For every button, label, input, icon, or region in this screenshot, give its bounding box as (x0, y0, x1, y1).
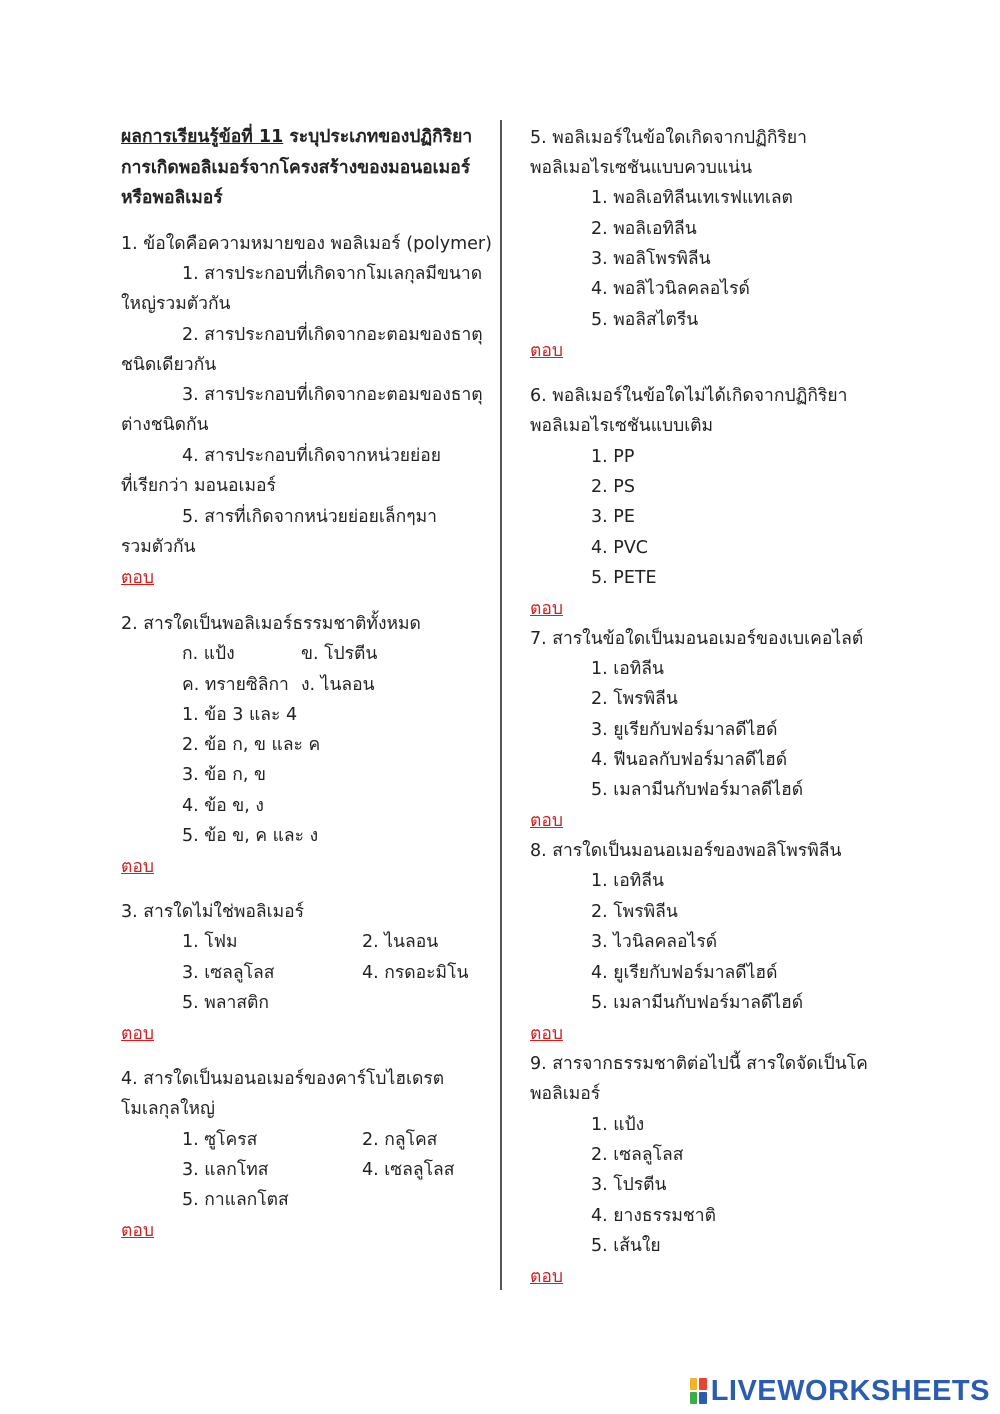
q7-option-4: 4. ฟีนอลกับฟอร์มาลดีไฮด์ (591, 750, 788, 770)
q5-option-5: 5. พอลิสไตรีน (591, 310, 699, 330)
q3-option-2: 2. ไนลอน (362, 932, 439, 952)
q9-answer-link[interactable]: ตอบ (530, 1267, 563, 1287)
q2-option-1: 1. ข้อ 3 และ 4 (182, 705, 298, 725)
q9-option-2: 2. เซลลูโลส (591, 1145, 684, 1165)
q5-answer-link[interactable]: ตอบ (530, 341, 563, 361)
q3-option-4: 4. กรดอะมิโน (362, 963, 469, 983)
q4-option-2: 2. กลูโคส (362, 1130, 438, 1150)
liveworksheets-logo-icon (690, 1378, 707, 1404)
q5-option-1: 1. พอลิเอทิลีนเทเรฟแทเลต (591, 188, 793, 208)
logo-text: LIVEWORKSHEETS (710, 1374, 990, 1407)
q8-option-2: 2. โพรพิลีน (591, 902, 678, 922)
q1-stem: 1. ข้อใดคือความหมายของ พอลิเมอร์ (polymer) (121, 234, 492, 254)
q1-option-4: 4. สารประกอบที่เกิดจากหน่วยย่อย (182, 446, 442, 466)
q2-item-ngo: ง. ไนลอน (301, 675, 375, 695)
q7-answer-link[interactable]: ตอบ (530, 811, 563, 831)
liveworksheets-logo (690, 1374, 990, 1408)
q1-option-5: 5. สารที่เกิดจากหน่วยย่อยเล็กๆมา (182, 507, 437, 527)
q2-item-ka: ก. แป้ง (182, 644, 235, 664)
q4-option-5: 5. กาแลกโตส (182, 1190, 289, 1210)
q1-option-5-cont: รวมตัวกัน (121, 537, 196, 557)
q1-answer-link[interactable]: ตอบ (121, 568, 154, 588)
q6-answer-link[interactable]: ตอบ (530, 599, 563, 619)
q4-option-1: 1. ซูโครส (182, 1130, 258, 1150)
q1-option-4-cont: ที่เรียกว่า มอนอเมอร์ (121, 476, 276, 496)
q9-option-3: 3. โปรตีน (591, 1175, 667, 1195)
q6-option-3: 3. PE (591, 507, 635, 527)
q1-option-2-cont: ชนิดเดียวกัน (121, 355, 217, 375)
q9-stem: 9. สารจากธรรมชาติต่อไปนี้ สารใดจัดเป็นโค (530, 1054, 868, 1074)
q5-stem: 5. พอลิเมอร์ในข้อใดเกิดจากปฏิกิริยา (530, 128, 807, 148)
q6-option-2: 2. PS (591, 477, 635, 497)
q4-answer-link[interactable]: ตอบ (121, 1221, 154, 1241)
q5-option-3: 3. พอลิโพรพิลีน (591, 249, 711, 269)
q4-option-3: 3. แลกโทส (182, 1160, 269, 1180)
q4-stem-cont: โมเลกุลใหญ่ (121, 1099, 215, 1119)
q7-option-3: 3. ยูเรียกับฟอร์มาลดีไฮด์ (591, 720, 778, 740)
q6-stem: 6. พอลิเมอร์ในข้อใดไม่ได้เกิดจากปฏิกิริยา (530, 386, 848, 406)
q6-option-5: 5. PETE (591, 568, 657, 588)
q2-stem: 2. สารใดเป็นพอลิเมอร์ธรรมชาติทั้งหมด (121, 614, 421, 634)
q6-option-1: 1. PP (591, 447, 635, 467)
q5-option-2: 2. พอลิเอทิลีน (591, 219, 697, 239)
q2-option-5: 5. ข้อ ข, ค และ ง (182, 826, 319, 846)
heading-line-2: การเกิดพอลิเมอร์จากโครงสร้างของมอนอเมอร์ (121, 158, 471, 178)
q3-option-3: 3. เซลลูโลส (182, 963, 275, 983)
q2-item-kho: ข. โปรตีน (301, 644, 378, 664)
q7-option-2: 2. โพรพิลีน (591, 689, 678, 709)
q8-option-3: 3. ไวนิลคลอไรด์ (591, 932, 718, 952)
q7-option-5: 5. เมลามีนกับฟอร์มาลดีไฮด์ (591, 780, 804, 800)
q1-option-1: 1. สารประกอบที่เกิดจากโมเลกุลมีขนาด (182, 264, 483, 284)
q1-option-3: 3. สารประกอบที่เกิดจากอะตอมของธาตุ (182, 385, 483, 405)
q8-stem: 8. สารใดเป็นมอนอเมอร์ของพอลิโพรพิลีน (530, 841, 842, 861)
q8-answer-link[interactable]: ตอบ (530, 1024, 563, 1044)
q3-stem: 3. สารใดไม่ใช่พอลิเมอร์ (121, 902, 305, 922)
q3-option-1: 1. โฟม (182, 932, 238, 952)
q9-option-4: 4. ยางธรรมชาติ (591, 1206, 716, 1226)
column-divider (500, 120, 502, 1290)
q3-answer-link[interactable]: ตอบ (121, 1024, 154, 1044)
q2-item-kha: ค. ทรายซิลิกา (182, 675, 289, 695)
q7-stem: 7. สารในข้อใดเป็นมอนอเมอร์ของเบเคอไลต์ (530, 629, 864, 649)
q6-stem-cont: พอลิเมอไรเซชันแบบเติม (530, 416, 714, 436)
q4-option-4: 4. เซลลูโลส (362, 1160, 455, 1180)
q3-option-5: 5. พลาสติก (182, 993, 269, 1013)
q2-option-3: 3. ข้อ ก, ข (182, 765, 266, 785)
q9-option-5: 5. เส้นใย (591, 1236, 661, 1256)
heading-line-3: หรือพอลิเมอร์ (121, 188, 223, 208)
q2-option-4: 4. ข้อ ข, ง (182, 796, 264, 816)
heading-line-1: ผลการเรียนรู้ข้อที่ 11 ระบุประเภทของปฏิกิริยา (121, 127, 473, 147)
q6-option-4: 4. PVC (591, 538, 649, 558)
q5-option-4: 4. พอลิไวนิลคลอไรด์ (591, 279, 750, 299)
q5-stem-cont: พอลิเมอไรเซชันแบบควบแน่น (530, 158, 753, 178)
q8-option-1: 1. เอทิลีน (591, 871, 664, 891)
q1-option-1-cont: ใหญ่รวมตัวกัน (121, 294, 231, 314)
q8-option-5: 5. เมลามีนกับฟอร์มาลดีไฮด์ (591, 993, 804, 1013)
q9-option-1: 1. แป้ง (591, 1115, 645, 1135)
q8-option-4: 4. ยูเรียกับฟอร์มาลดีไฮด์ (591, 963, 778, 983)
q9-stem-cont: พอลิเมอร์ (530, 1084, 601, 1104)
q4-stem: 4. สารใดเป็นมอนอเมอร์ของคาร์โบไฮเดรต (121, 1069, 445, 1089)
q1-option-3-cont: ต่างชนิดกัน (121, 415, 209, 435)
q7-option-1: 1. เอทิลีน (591, 659, 664, 679)
q1-option-2: 2. สารประกอบที่เกิดจากอะตอมของธาตุ (182, 325, 483, 345)
q2-answer-link[interactable]: ตอบ (121, 857, 154, 877)
q2-option-2: 2. ข้อ ก, ข และ ค (182, 735, 321, 755)
